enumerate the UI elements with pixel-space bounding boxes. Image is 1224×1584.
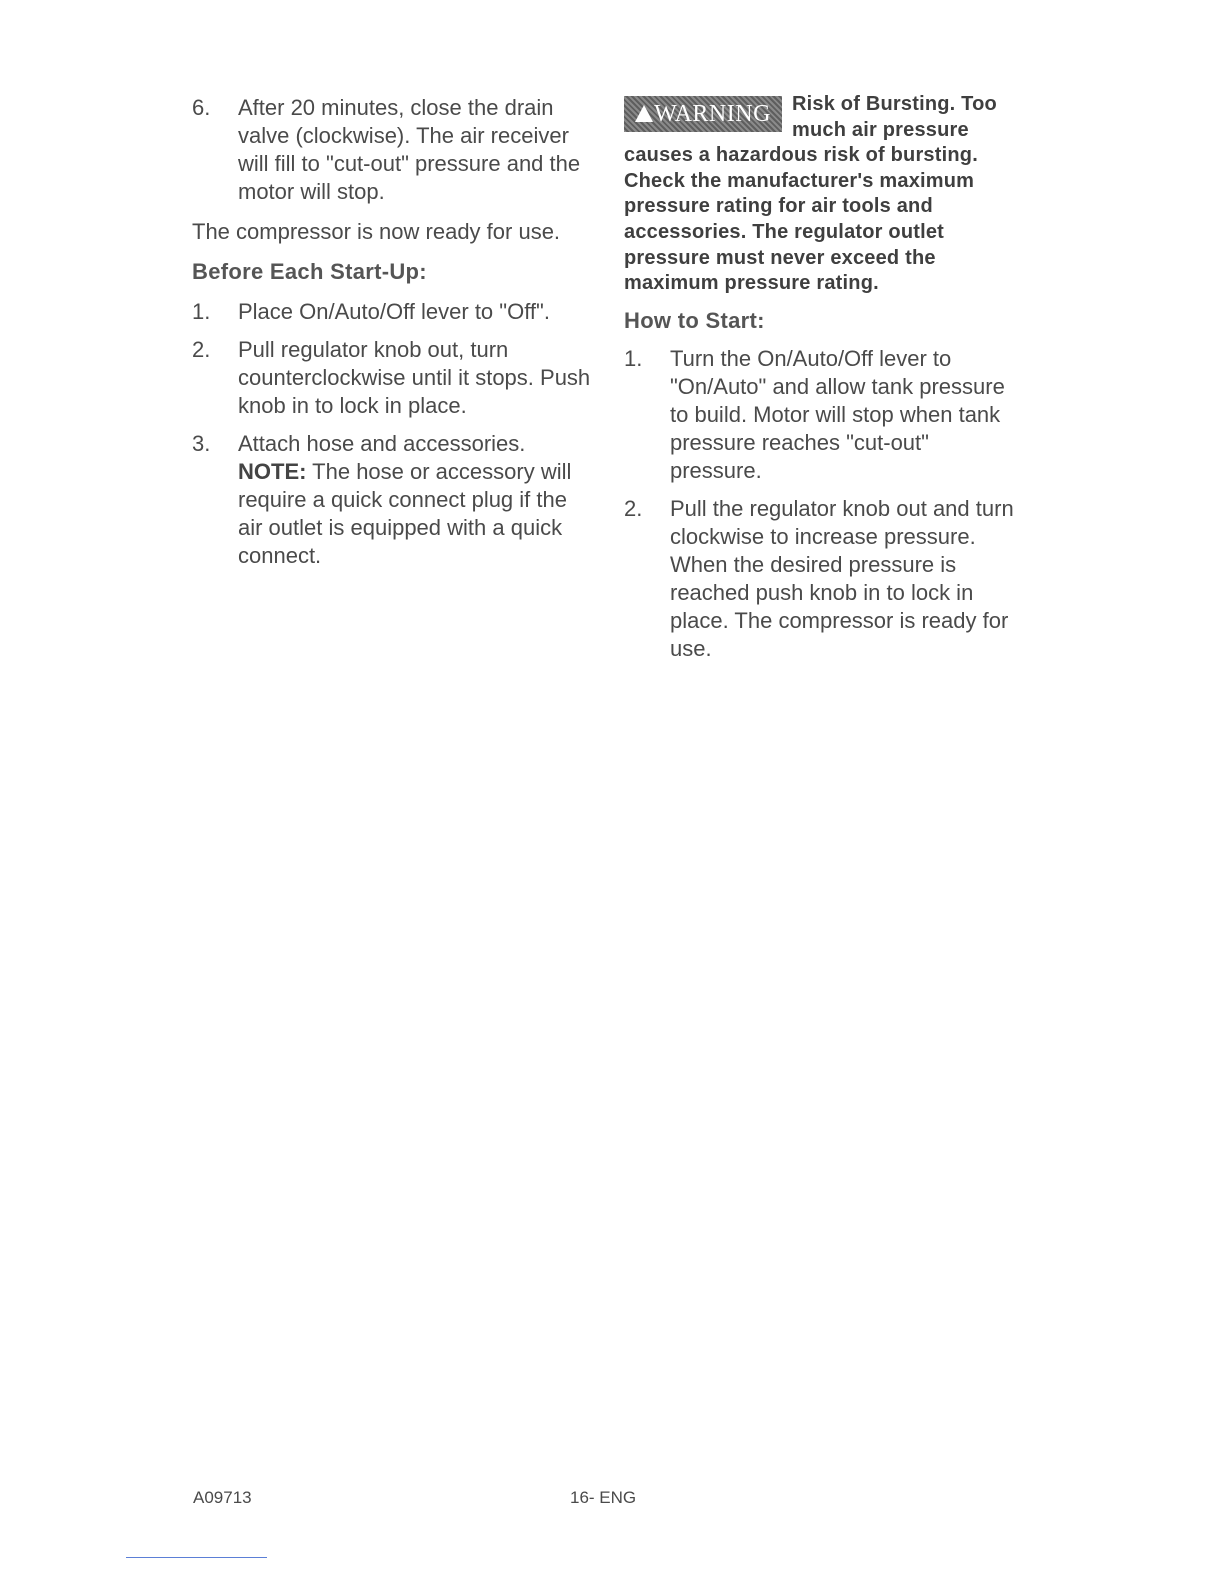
- document-code: A09713: [193, 1488, 252, 1507]
- before-step-1: [192, 298, 592, 326]
- step-number: 2.: [624, 495, 643, 521]
- warning-block: [624, 92, 1024, 297]
- warning-badge-label: WARNING: [654, 101, 771, 127]
- step-number: 2.: [192, 337, 211, 362]
- ready-text: The compressor is now ready for use.: [192, 219, 561, 244]
- note-text: The hose or accessory will require a quick connect plug if the air outlet is equipped with a quick connect.: [238, 459, 572, 568]
- warning-triangle-icon: [635, 105, 653, 122]
- step-number: 6.: [192, 95, 211, 120]
- how-to-start-heading: How to Start:: [624, 307, 765, 333]
- step-number: 1.: [624, 345, 643, 371]
- step-text: Place On/Auto/Off lever to "Off".: [238, 299, 550, 324]
- before-step-3: [192, 430, 592, 570]
- page-number: 16- ENG: [570, 1488, 637, 1507]
- step-text: Pull the regulator knob out and turn clockwise to increase pressure. When the desired pressure is reached push knob in to lock in place. The compressor is ready for use.: [670, 495, 1014, 661]
- step-text: Attach hose and accessories.: [238, 431, 526, 456]
- step-text: After 20 minutes, close the drain valve (clockwise). The air receiver will fill to "cut-out" pressure and the motor will stop.: [238, 95, 581, 204]
- step-6: [192, 94, 592, 206]
- bottom-rule: [126, 1557, 267, 1558]
- step-text: Pull regulator knob out, turn counterclockwise until it stops. Push knob in to lock in place.: [238, 337, 591, 418]
- step-number: 3.: [192, 431, 211, 456]
- note-label: NOTE:: [238, 459, 307, 484]
- warning-badge: [624, 96, 782, 132]
- start-step-2: [624, 495, 1024, 663]
- before-start-heading: Before Each Start-Up:: [192, 259, 427, 284]
- step-text: Turn the On/Auto/Off lever to "On/Auto" and allow tank pressure to build. Motor will stop when tank pressure reaches "cut-out" pressure.: [670, 345, 1005, 483]
- before-step-2: [192, 336, 592, 420]
- left-column: [192, 92, 592, 570]
- start-step-1: [624, 345, 1024, 485]
- step-number: 1.: [192, 299, 211, 324]
- right-column: [624, 92, 1024, 663]
- warning-text: Risk of Bursting. Too much air pressure causes a hazardous risk of bursting. Check the manufacturer's maximum pressure rating for air tools and accessories. The regulator outlet pressure must never exceed the maximum pressure rating.: [624, 93, 997, 295]
